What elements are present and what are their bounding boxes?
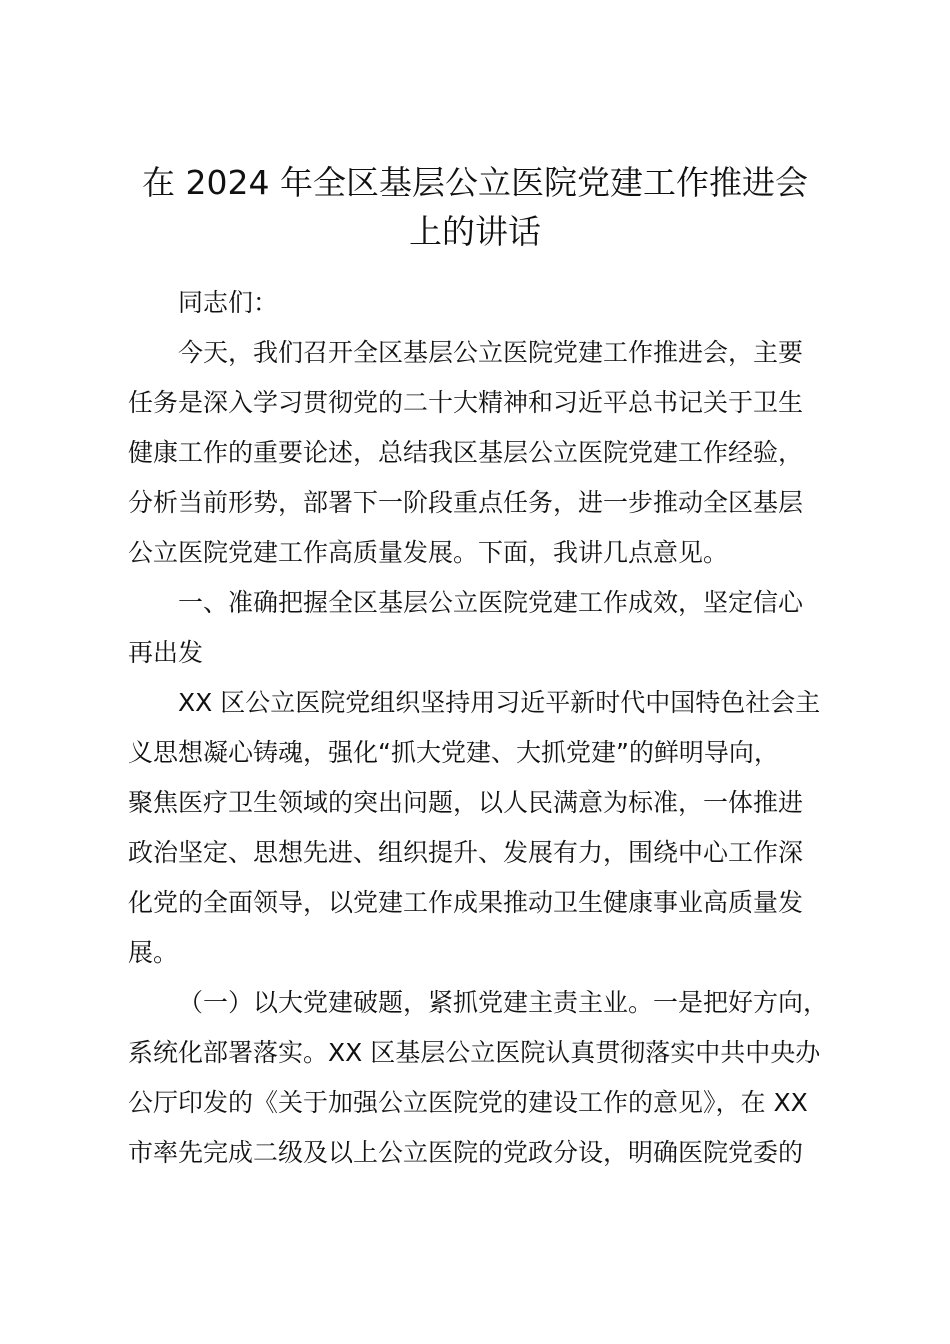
paragraph-line: 公立医院党建工作高质量发展。下面，我讲几点意见。 [128, 538, 729, 567]
section-heading-line: 再出发 [128, 638, 204, 667]
paragraph-line: 化党的全面领导，以党建工作成果推动卫生健康事业高质量发 [128, 888, 804, 917]
paragraph-line: 政治坚定、思想先进、组织提升、发展有力，围绕中心工作深 [128, 838, 804, 867]
paragraph-line: 市率先完成二级及以上公立医院的党政分设，明确医院党委的 [128, 1138, 804, 1167]
paragraph-line: 展。 [128, 938, 179, 967]
paragraph-line: 公厅印发的《关于加强公立医院党的建设工作的意见》，在 XX [128, 1088, 808, 1117]
document-title-line-2: 上的讲话 [409, 212, 541, 251]
document-title-line-1: 在 2024 年全区基层公立医院党建工作推进会 [142, 163, 808, 202]
paragraph-line: 今天，我们召开全区基层公立医院党建工作推进会，主要 [178, 338, 804, 367]
paragraph-line: 健康工作的重要论述，总结我区基层公立医院党建工作经验， [128, 438, 804, 467]
paragraph-line: 聚焦医疗卫生领域的突出问题，以人民满意为标准，一体推进 [128, 788, 804, 817]
paragraph-line: （一）以大党建破题，紧抓党建主责主业。一是把好方向， [178, 988, 829, 1017]
paragraph-line: 系统化部署落实。XX 区基层公立医院认真贯彻落实中共中央办 [128, 1038, 821, 1067]
section-heading-line: 一、准确把握全区基层公立医院党建工作成效，坚定信心 [178, 588, 804, 617]
paragraph-line: XX 区公立医院党组织坚持用习近平新时代中国特色社会主 [178, 688, 821, 717]
paragraph-line: 义思想凝心铸魂，强化“抓大党建、大抓党建”的鲜明导向， [128, 738, 779, 767]
paragraph-line: 任务是深入学习贯彻党的二十大精神和习近平总书记关于卫生 [128, 388, 804, 417]
salutation: 同志们： [178, 288, 279, 317]
paragraph-line: 分析当前形势，部署下一阶段重点任务，进一步推动全区基层 [128, 488, 804, 517]
